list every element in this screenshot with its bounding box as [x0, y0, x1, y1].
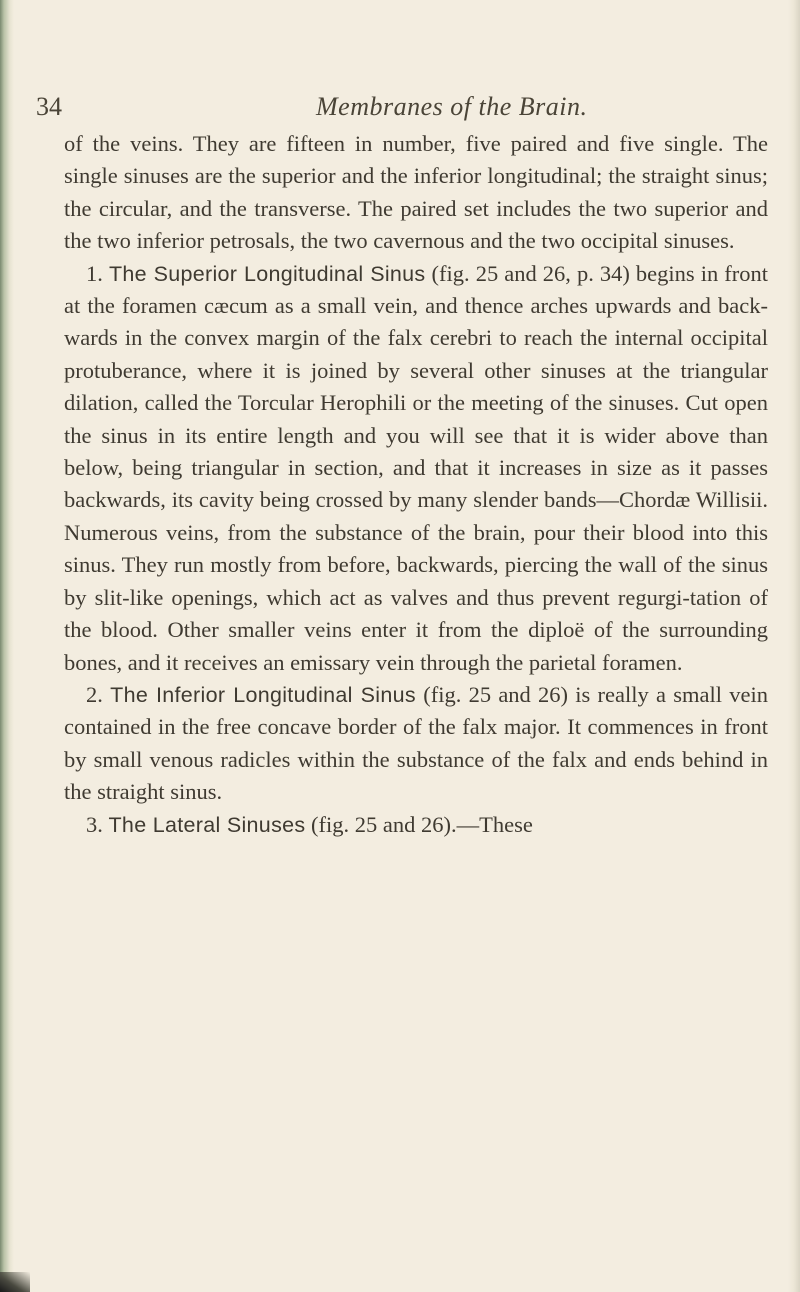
section-heading: The Lateral Sinuses [108, 812, 306, 837]
paragraph-lateral-sinuses [64, 809, 768, 841]
paragraph-text: (fig. 25 and 26).—These [305, 811, 533, 837]
paragraph-text: (fig. 25 and 26, p. 34) begins in front at the foramen cæcum as a small vein, and thence arches upwards and back-wards in the convex margin of the falx cerebri to reach the internal occipital protuberance, where it is joined by several other sinuses at the triangular dilation, called the Torcular Herophili or the meeting of the sinuses. Cut open the sinus in its entire length and you will see that it is wider above than below, being triangular in section, and that it increases in size as it passes backwards, its cavity being crossed by many slender bands—Chordæ Willisii. Numerous veins, from the substance of the brain, pour their blood into this sinus. They run mostly from before, backwards, piercing the wall of the sinus by slit-like openings, which act as valves and thus prevent regurgi-tation of the blood. Other smaller veins enter it from the diploë of the surrounding bones, and it receives an emissary vein through the parietal foramen. [64, 260, 769, 675]
body-text [64, 128, 768, 841]
section-heading: The Inferior Longitudinal Sinus [110, 682, 416, 707]
corner-shadow [0, 1272, 30, 1292]
paragraph-text: of the veins. They are fifteen in number, five paired and five single. The single sinuses are the superior and the inferior longitudinal; the straight sinus; the circular, and the transverse. The paired set includes the two superior and the two inferior petrosals, the two cavernous and the two occipital sinuses. [64, 131, 768, 254]
page-number: 34 [36, 92, 62, 121]
page-header [36, 92, 776, 126]
running-title: Membranes of the Brain. [316, 92, 588, 121]
paragraph-inferior-longitudinal-sinus [64, 679, 768, 809]
paragraph-intro [64, 128, 768, 258]
paragraph-text: (fig. 25 and 26) is really a small vein contained in the free concave border of the falx major. It commences in front by small venous radicles within the substance of the falx and ends behind in the straight sinus. [64, 681, 769, 805]
section-number: 3. [86, 811, 103, 837]
section-number: 2. [86, 681, 103, 707]
page-right-edge [788, 0, 800, 1292]
section-number: 1. [86, 260, 103, 286]
section-heading: The Superior Longitudinal Sinus [108, 261, 426, 286]
book-spine-left-edge [0, 0, 14, 1292]
paragraph-superior-longitudinal-sinus [64, 258, 768, 679]
